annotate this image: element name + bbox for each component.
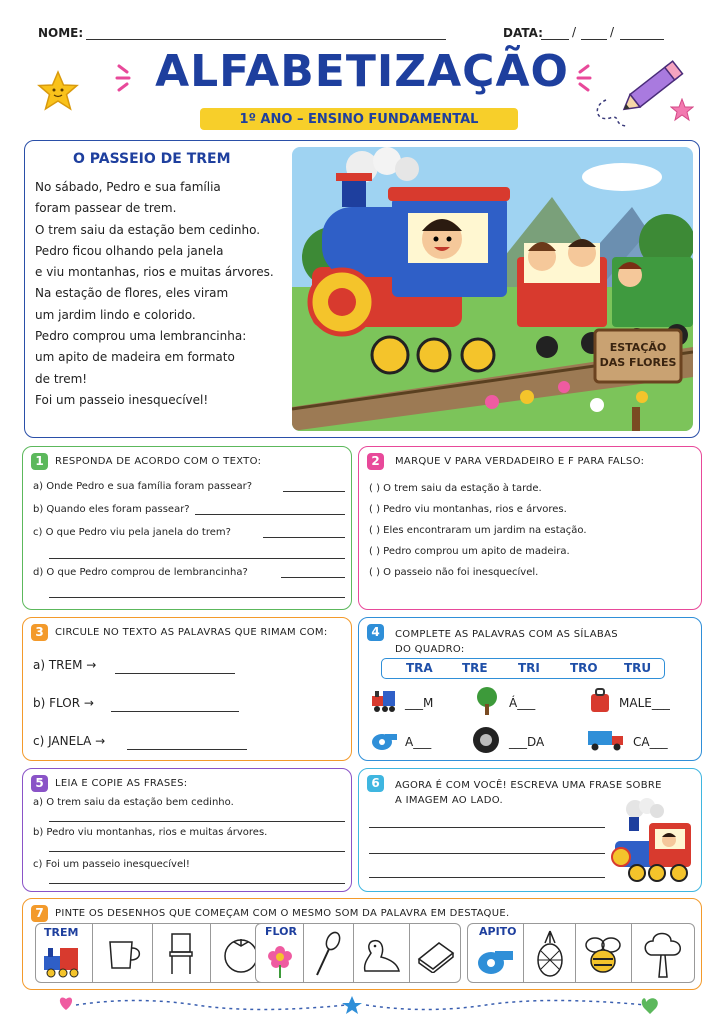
highlight-word: APITO (479, 925, 517, 938)
word-group-flor (255, 923, 461, 983)
syllable: TRO (570, 661, 598, 675)
name-field[interactable] (86, 39, 446, 40)
answer-line[interactable] (369, 827, 605, 828)
exercise-number: 2 (367, 453, 384, 470)
question-b: b) Quando eles foram passear? (33, 504, 190, 515)
story-line: Pedro ficou olhando pela janela (35, 243, 224, 258)
exercise-title-line: AGORA É COM VOCÊ! ESCREVA UMA FRASE SOBRE (395, 780, 662, 791)
syllable: TRE (462, 661, 488, 675)
exercise-number: 7 (31, 905, 48, 922)
word-blank[interactable]: A___ (405, 735, 432, 749)
tf-item[interactable]: ( ) Pedro comprou um apito de madeira. (369, 546, 570, 557)
story-line: Na estação de flores, eles viram (35, 286, 229, 301)
sign-text (595, 340, 681, 370)
seal-icon[interactable] (359, 933, 403, 977)
answer-line[interactable] (49, 851, 345, 852)
story-line: O trem saiu da estação bem cedinho. (35, 222, 261, 237)
whistle-icon (369, 728, 399, 752)
exercise-number: 3 (31, 624, 48, 641)
train-icon (369, 688, 399, 714)
train-illustration (292, 147, 693, 431)
answer-line[interactable] (49, 883, 345, 884)
exercise-5-card (22, 768, 352, 892)
exercise-number: 1 (31, 453, 48, 470)
exercise-title-line: DO QUADRO: (395, 644, 465, 655)
tree-icon (474, 686, 500, 716)
answer-line[interactable] (127, 749, 247, 750)
sign-line: DAS FLORES (599, 356, 677, 369)
answer-line[interactable] (369, 877, 605, 878)
book-icon[interactable] (415, 937, 457, 973)
exercise-title: RESPONDA DE ACORDO COM O TEXTO: (55, 456, 262, 467)
answer-line[interactable] (49, 597, 345, 598)
exercise-7-card (22, 898, 702, 990)
question-c: c) O que Pedro viu pela janela do trem? (33, 527, 231, 538)
exercise-title: PINTE OS DESENHOS QUE COMEÇAM COM O MESMO SOM DA PALAVRA EM DESTAQUE. (55, 908, 510, 919)
highlight-word: TREM (44, 926, 79, 939)
tf-item[interactable]: ( ) O passeio não foi inesquecível. (369, 567, 539, 578)
name-label: NOME: (38, 26, 84, 40)
tf-item[interactable]: ( ) O trem saiu da estação à tarde. (369, 483, 542, 494)
date-day-field[interactable] (541, 39, 569, 40)
flower-icon (263, 941, 297, 979)
answer-line[interactable] (115, 673, 235, 674)
syllable: TRA (406, 661, 433, 675)
tire-icon (472, 726, 500, 754)
rhyme-item: a) TREM → (33, 658, 97, 672)
exercise-number: 4 (367, 624, 384, 641)
exercise-2-card (358, 446, 702, 610)
question-a: a) Onde Pedro e sua família foram passear? (33, 481, 253, 492)
tree-outline-icon[interactable] (641, 929, 685, 979)
date-month-field[interactable] (581, 39, 607, 40)
word-group-trem (35, 923, 271, 983)
question-d: d) O que Pedro comprou de lembrancinha? (33, 567, 248, 578)
word-group-apito (467, 923, 695, 983)
subtitle-banner (200, 108, 518, 130)
answer-line[interactable] (49, 821, 345, 822)
story-line: e viu montanhas, rios e muitas árvores. (35, 265, 274, 280)
syllable-box (381, 658, 665, 679)
exercise-title (395, 627, 618, 657)
answer-line[interactable] (111, 711, 239, 712)
exercise-title: LEIA E COPIE AS FRASES: (55, 778, 188, 789)
story-line: No sábado, Pedro e sua família (35, 180, 221, 194)
exercise-6-card (358, 768, 702, 892)
answer-line[interactable] (283, 491, 345, 492)
suitcase-icon (589, 688, 611, 714)
highlight-word: FLOR (265, 925, 297, 938)
cup-icon[interactable] (104, 934, 144, 974)
page-title: ALFABETIZAÇÃO (155, 46, 569, 97)
syllable: TRI (518, 661, 540, 675)
truck-icon (587, 728, 625, 752)
answer-line[interactable] (369, 853, 605, 854)
chair-icon[interactable] (162, 932, 202, 976)
exercise-title-line: A IMAGEM AO LADO. (395, 795, 503, 806)
exercise-4-card (358, 617, 702, 761)
word-blank[interactable]: ___M (405, 696, 434, 710)
exercise-title: MARQUE V PARA VERDADEIRO E F PARA FALSO: (395, 456, 645, 467)
date-separator: / (572, 25, 577, 39)
spoon-icon[interactable] (311, 931, 345, 977)
subtitle-text: 1º ANO – ENSINO FUNDAMENTAL (239, 112, 479, 127)
tf-item[interactable]: ( ) Pedro viu montanhas, rios e árvores. (369, 504, 567, 515)
answer-line[interactable] (263, 537, 345, 538)
story-card (24, 140, 700, 438)
word-blank[interactable]: ___DA (509, 735, 545, 749)
story-line: de trem! (35, 371, 88, 386)
pineapple-icon[interactable] (533, 927, 567, 979)
exercise-1-card (22, 446, 352, 610)
whistle-icon (475, 943, 515, 977)
exercise-title: CIRCULE NO TEXTO AS PALAVRAS QUE RIMAM COM: (55, 627, 328, 638)
story-text (35, 177, 274, 411)
syllable: TRU (624, 661, 652, 675)
copy-sentence: c) Foi um passeio inesquecível! (33, 859, 190, 870)
sign-line: ESTAÇÃO (609, 341, 667, 354)
exercise-3-card (22, 617, 352, 761)
exercise-number: 6 (367, 775, 384, 792)
train-icon (40, 942, 86, 980)
date-label: DATA: (503, 26, 543, 40)
rhyme-item: c) JANELA → (33, 734, 106, 748)
date-year-field[interactable] (620, 39, 664, 40)
date-separator: / (610, 25, 615, 39)
exercise-title-line: COMPLETE AS PALAVRAS COM AS SÍLABAS (395, 629, 618, 640)
star-icon (670, 98, 694, 122)
footer-decoration (56, 994, 668, 1016)
story-line: Pedro comprou uma lembrancinha: (35, 329, 247, 344)
word-blank[interactable]: MALE___ (619, 696, 670, 710)
story-line: Foi um passeio inesquecível! (35, 392, 209, 407)
copy-sentence: b) Pedro viu montanhas, rios e muitas árvores. (33, 827, 268, 838)
answer-line[interactable] (195, 514, 345, 515)
story-title: O PASSEIO DE TREM (73, 151, 231, 167)
copy-sentence: a) O trem saiu da estação bem cedinho. (33, 797, 234, 808)
word-blank[interactable]: CA___ (633, 735, 668, 749)
exercise-number: 5 (31, 775, 48, 792)
story-line: um apito de madeira em formato (35, 350, 235, 365)
rhyme-item: b) FLOR → (33, 696, 94, 710)
word-blank[interactable]: Á___ (509, 696, 536, 710)
answer-line[interactable] (281, 577, 345, 578)
tf-item[interactable]: ( ) Eles encontraram um jardim na estação. (369, 525, 587, 536)
answer-line[interactable] (49, 558, 345, 559)
train-icon (607, 797, 699, 889)
bee-icon[interactable] (581, 931, 625, 977)
story-line: foram passear de trem. (35, 201, 177, 216)
story-line: um jardim lindo e colorido. (35, 307, 196, 322)
